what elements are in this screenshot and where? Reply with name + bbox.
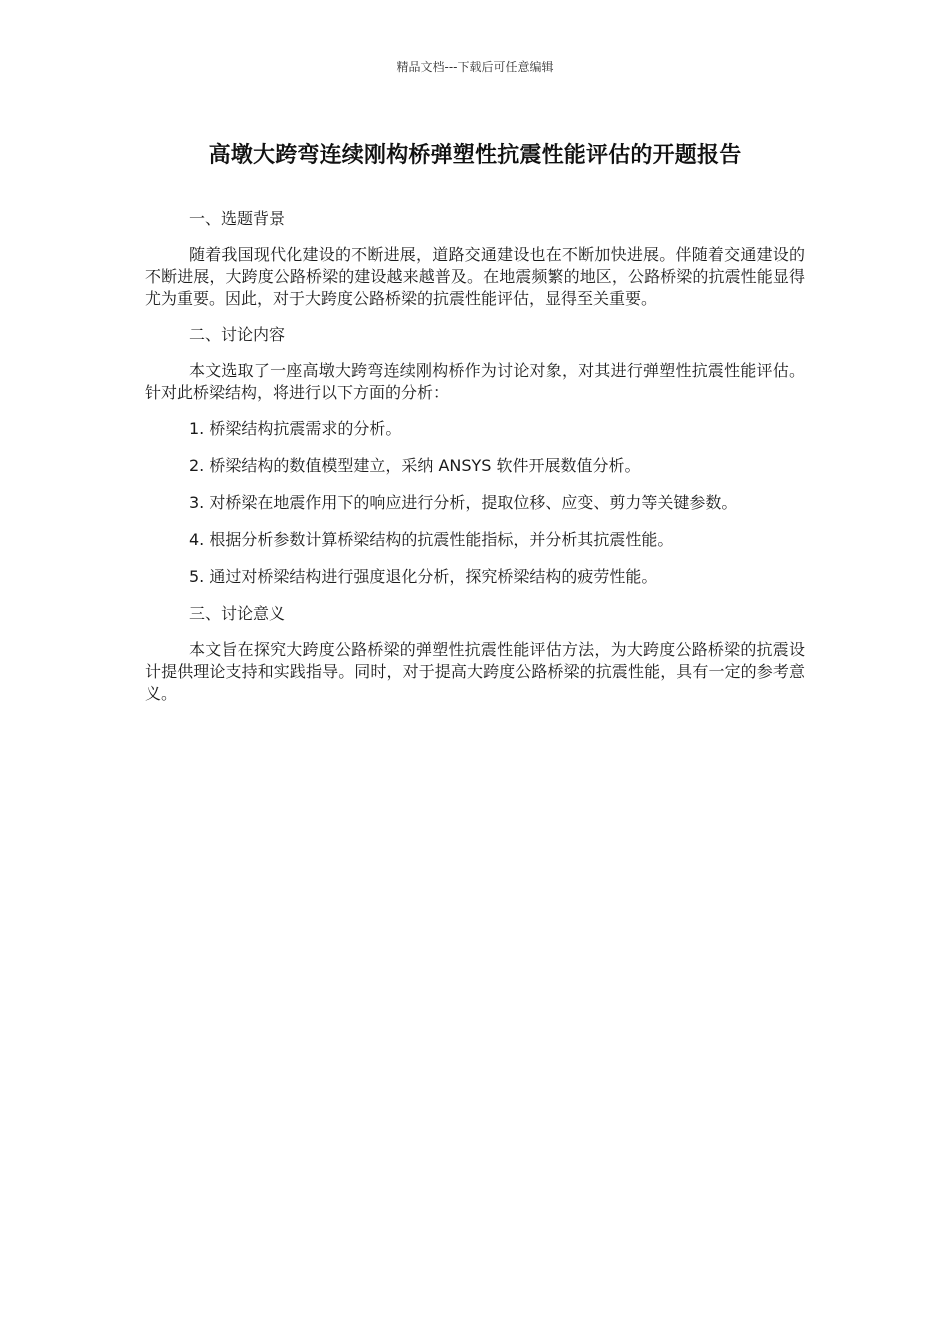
list-item: 5. 通过对桥梁结构进行强度退化分析，探究桥梁结构的疲劳性能。: [189, 567, 658, 586]
list-item: 1. 桥梁结构抗震需求的分析。: [189, 419, 402, 438]
paragraph: 随着我国现代化建设的不断进展，道路交通建设也在不断加快进展。伴随着交通建设的不断进展，大跨度公路桥梁的建设越来越普及。在地震频繁的地区，公路桥梁的抗震性能显得尤为重要。因此，对于大跨度公路桥梁的抗震性能评估，显得至关重要。: [145, 245, 805, 308]
section-heading: 一、选题背景: [189, 209, 286, 228]
list-item: 3. 对桥梁在地震作用下的响应进行分析，提取位移、应变、剪力等关键参数。: [189, 493, 738, 512]
document-body: [145, 208, 805, 719]
section-heading: 三、讨论意义: [189, 604, 286, 623]
paragraph: 本文选取了一座高墩大跨弯连续刚构桥作为讨论对象，对其进行弹塑性抗震性能评估。针对此桥梁结构，将进行以下方面的分析：: [145, 361, 805, 402]
paragraph: 本文旨在探究大跨度公路桥梁的弹塑性抗震性能评估方法，为大跨度公路桥梁的抗震设计提供理论支持和实践指导。同时，对于提高大跨度公路桥梁的抗震性能，具有一定的参考意义。: [145, 640, 805, 703]
header-note: 精品文档---下载后可任意编辑: [396, 60, 554, 74]
list-item: 2. 桥梁结构的数值模型建立，采纳 ANSYS 软件开展数值分析。: [189, 456, 641, 475]
document-title: 高墩大跨弯连续刚构桥弹塑性抗震性能评估的开题报告: [208, 143, 742, 168]
section-background: [145, 208, 805, 310]
section-significance: [145, 603, 805, 705]
section-research-content: [145, 324, 805, 588]
section-heading: 二、讨论内容: [189, 325, 286, 344]
list-item: 4. 根据分析参数计算桥梁结构的抗震性能指标，并分析其抗震性能。: [189, 530, 674, 549]
